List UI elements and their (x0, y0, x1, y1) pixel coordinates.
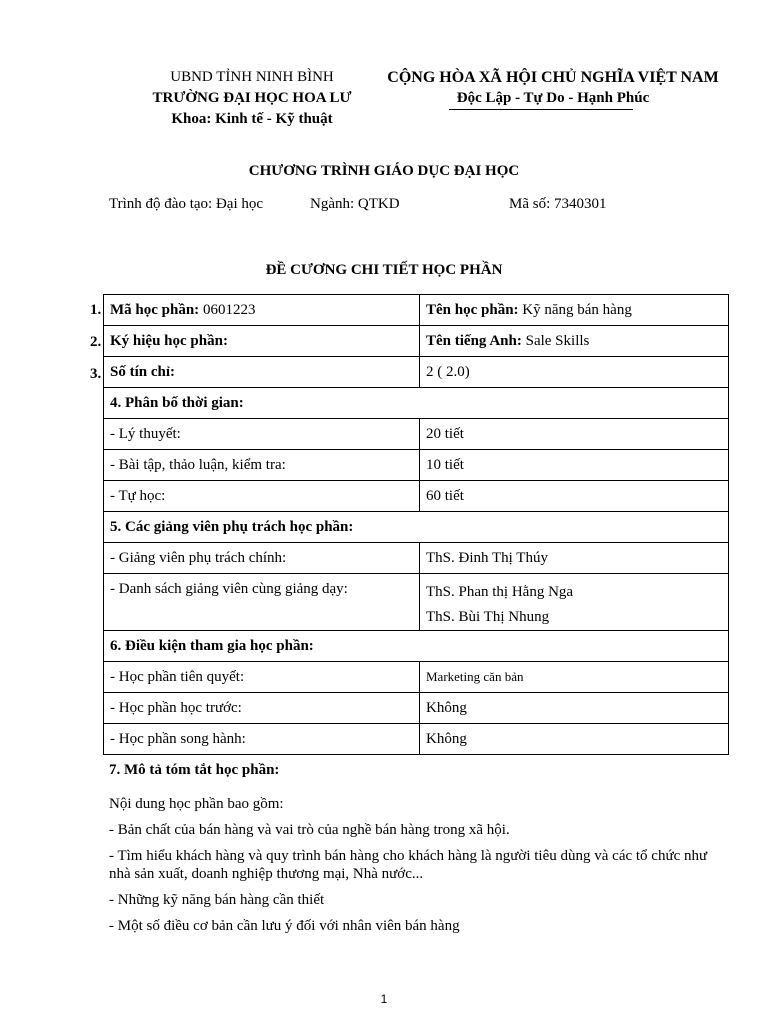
main-lecturer-value: ThS. Đinh Thị Thúy (420, 543, 729, 574)
co-lecturer: ThS. Phan thị Hằng Nga (426, 584, 574, 600)
condition-heading: 6. Điều kiện tham gia học phần: (104, 631, 729, 662)
table-row (104, 388, 729, 419)
table-row (104, 543, 729, 574)
self-study-label: - Tự học: (104, 481, 420, 512)
course-symbol-label: Ký hiệu học phần: (110, 333, 228, 349)
table-row (104, 450, 729, 481)
course-code-value: 0601223 (202, 302, 256, 318)
english-name-label: Tên tiếng Anh: (426, 333, 522, 349)
table-row (104, 295, 729, 326)
summary-paragraph: - Những kỹ năng bán hàng cần thiết (109, 892, 325, 908)
table-row (104, 693, 729, 724)
exercise-label: - Bài tập, thảo luận, kiểm tra: (104, 450, 420, 481)
course-name-label: Tên học phần: (426, 302, 519, 318)
co-lecturers-label: - Danh sách giảng viên cùng giảng dạy: (104, 574, 420, 631)
country-name: CỘNG HÒA XÃ HỘI CHỦ NGHĨA VIỆT NAM (387, 69, 719, 86)
prerequisite-value: Marketing căn bản (420, 662, 729, 693)
course-code-label: Mã học phần: (110, 302, 200, 318)
table-row (104, 481, 729, 512)
major: Ngành: QTKD (310, 196, 400, 212)
credits-label: Số tín chỉ: (110, 364, 176, 380)
national-header (372, 67, 734, 109)
summary-paragraph: Nội dung học phần bao gồm: (109, 796, 284, 812)
summary-heading: 7. Mô tả tóm tắt học phần: (109, 762, 280, 778)
row-number: 1. (90, 302, 102, 318)
course-code-cell (104, 295, 420, 326)
co-lecturer: ThS. Bùi Thị Nhung (426, 609, 550, 625)
credits-cell (104, 357, 420, 388)
credits-value: 2 ( 2.0) (420, 357, 729, 388)
prior-course-label: - Học phần học trước: (104, 693, 420, 724)
time-heading: 4. Phân bố thời gian: (104, 388, 729, 419)
parallel-course-label: - Học phần song hành: (104, 724, 420, 755)
institution-header (104, 67, 400, 130)
table-row (104, 419, 729, 450)
row-number: 2. (90, 334, 102, 350)
prerequisite-label: - Học phần tiên quyết: (104, 662, 420, 693)
summary-paragraph: - Tìm hiểu khách hàng và quy trình bán hàng cho khách hàng là người tiêu dùng và các tổ chức như nhà sản xuất, doanh nghiệp thương mại, Nhà nước... (109, 848, 708, 882)
major-code: Mã số: 7340301 (509, 196, 607, 212)
university-name: TRƯỜNG ĐẠI HỌC HOA LƯ (152, 90, 352, 106)
theory-value: 20 tiết (420, 419, 729, 450)
self-study-value: 60 tiết (420, 481, 729, 512)
parallel-course-value: Không (420, 724, 729, 755)
main-lecturer-label: - Giảng viên phụ trách chính: (104, 543, 420, 574)
english-name-cell (420, 326, 729, 357)
training-level: Trình độ đào tạo: Đại học (109, 196, 264, 212)
course-info-table (103, 294, 729, 755)
motto-underline (449, 109, 633, 110)
program-title: CHƯƠNG TRÌNH GIÁO DỤC ĐẠI HỌC (248, 163, 520, 179)
summary-paragraph: - Một số điều cơ bản cần lưu ý đối với nhân viên bán hàng (109, 918, 460, 934)
theory-label: - Lý thuyết: (104, 419, 420, 450)
course-name-value: Kỹ năng bán hàng (522, 302, 632, 318)
lecturer-heading: 5. Các giảng viên phụ trách học phần: (104, 512, 729, 543)
table-row (104, 724, 729, 755)
prior-course-value: Không (420, 693, 729, 724)
table-row (104, 512, 729, 543)
table-row (104, 326, 729, 357)
course-name-cell (420, 295, 729, 326)
faculty-name: Khoa: Kinh tế - Kỹ thuật (171, 111, 333, 127)
table-row (104, 357, 729, 388)
table-row (104, 631, 729, 662)
english-name-value: Sale Skills (525, 333, 590, 349)
page-number: 1 (380, 992, 388, 1006)
exercise-value: 10 tiết (420, 450, 729, 481)
co-lecturers-value (420, 574, 729, 631)
course-symbol-cell (104, 326, 420, 357)
table-row (104, 662, 729, 693)
summary-body (109, 795, 729, 943)
syllabus-title: ĐỀ CƯƠNG CHI TIẾT HỌC PHẦN (265, 262, 503, 278)
national-motto: Độc Lập - Tự Do - Hạnh Phúc (456, 90, 650, 106)
summary-paragraph: - Bản chất của bán hàng và vai trò của nghề bán hàng trong xã hội. (109, 822, 510, 838)
table-row (104, 574, 729, 631)
province-name: UBND TỈNH NINH BÌNH (170, 69, 334, 85)
row-number: 3. (90, 366, 102, 382)
